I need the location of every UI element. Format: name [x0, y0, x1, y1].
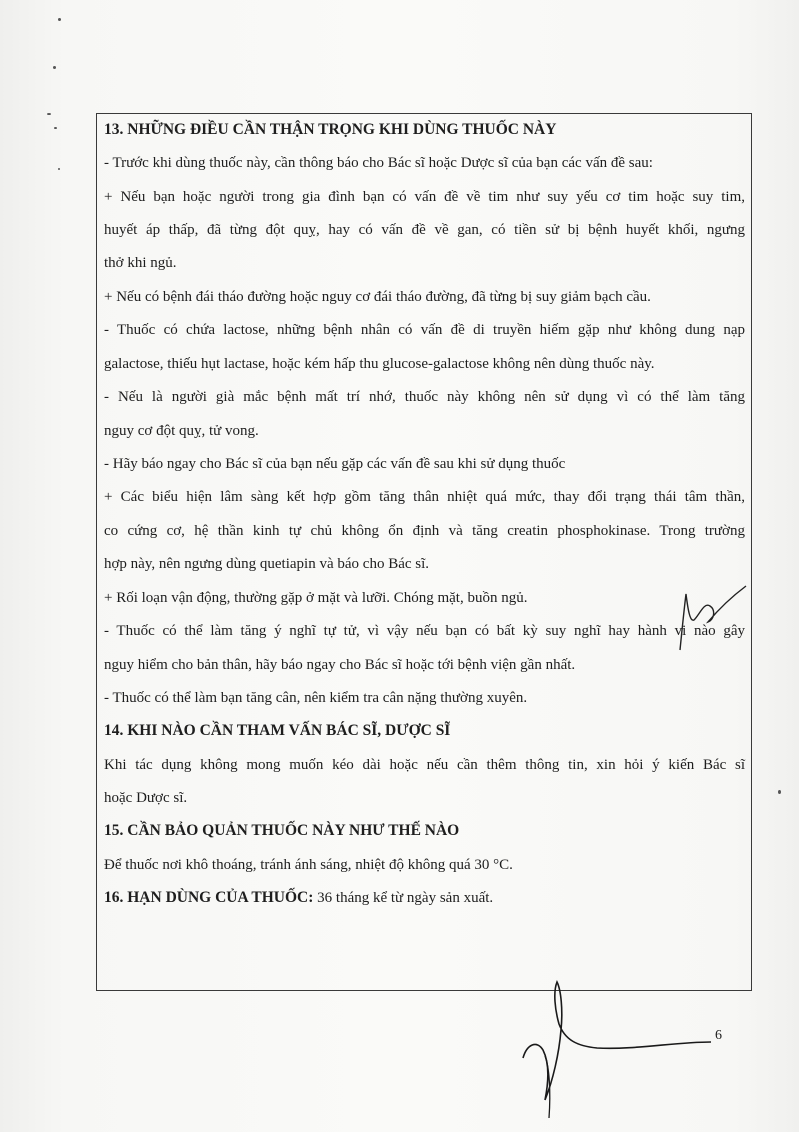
section-13-line: + Các biểu hiện lâm sàng kết hợp gồm tăng thân nhiệt quá mức, thay đổi trạng thái tâm thần,	[104, 489, 745, 505]
section-14-line: hoặc Dược sĩ.	[104, 790, 188, 806]
section-13-line: + Rối loạn vận động, thường gặp ở mặt và lưỡi. Chóng mặt, buồn ngủ.	[104, 590, 528, 606]
initials-mark	[668, 580, 758, 660]
section-13-line: - Hãy báo ngay cho Bác sĩ của bạn nếu gặp các vấn đề sau khi sử dụng thuốc	[104, 456, 566, 472]
section-13-line: co cứng cơ, hệ thần kinh tự chủ không ổn định và tăng creatin phosphokinase. Trong trường	[104, 523, 745, 539]
section-15-heading: 15. CẦN BẢO QUẢN THUỐC NÀY NHƯ THẾ NÀO	[104, 822, 460, 839]
section-13-line: + Nếu bạn hoặc người trong gia đình bạn có vấn đề về tim như suy yếu cơ tim hoặc suy tim,	[104, 189, 745, 205]
section-13-line: + Nếu có bệnh đái tháo đường hoặc nguy cơ đái tháo đường, đã từng bị suy giảm bạch cầu.	[104, 289, 651, 305]
page-number: 6	[715, 1028, 722, 1043]
section-13-line: - Trước khi dùng thuốc này, cần thông báo cho Bác sĩ hoặc Dược sĩ của bạn các vấn đề sau:	[104, 155, 653, 171]
scan-speck	[47, 113, 51, 115]
section-13-line: - Thuốc có thể làm tăng ý nghĩ tự tử, vì vậy nếu bạn có bất kỳ suy nghĩ hay hành vi nào gây	[104, 623, 745, 639]
section-13-line: thở khi ngủ.	[104, 255, 177, 271]
scan-speck	[53, 66, 56, 69]
section-13-line: hợp này, nên ngưng dùng quetiapin và báo cho Bác sĩ.	[104, 556, 430, 572]
section-13-heading: 13. NHỮNG ĐIỀU CẦN THẬN TRỌNG KHI DÙNG THUỐC NÀY	[104, 121, 557, 138]
scan-speck	[54, 127, 57, 129]
section-13-line: - Thuốc có chứa lactose, những bệnh nhân có vấn đề di truyền hiếm gặp như không dung nạp	[104, 322, 745, 338]
section-14-heading: 14. KHI NÀO CẦN THAM VẤN BÁC SĨ, DƯỢC SĨ	[104, 722, 451, 739]
section-13-line: galactose, thiếu hụt lactase, hoặc kém hấp thu glucose-galactose không nên dùng thuốc này.	[104, 356, 655, 372]
scan-speck	[58, 168, 60, 170]
signature	[515, 970, 725, 1130]
section-16-heading: 16. HẠN DÙNG CỦA THUỐC:	[104, 889, 314, 906]
scan-speck	[58, 18, 61, 21]
section-13-line: nguy hiểm cho bản thân, hãy báo ngay cho Bác sĩ hoặc tới bệnh viện gần nhất.	[104, 657, 576, 673]
section-13-line: - Thuốc có thể làm bạn tăng cân, nên kiểm tra cân nặng thường xuyên.	[104, 690, 528, 706]
section-13-line: nguy cơ đột quỵ, tử vong.	[104, 423, 259, 439]
section-13-line: - Nếu là người già mắc bệnh mất trí nhớ, thuốc này không nên sử dụng vì có thể làm tăng	[104, 389, 745, 405]
section-16-text: 36 tháng kể từ ngày sản xuất.	[313, 890, 494, 906]
section-14-line: Khi tác dụng không mong muốn kéo dài hoặc nếu cần thêm thông tin, xin hỏi ý kiến Bác sĩ	[104, 757, 745, 773]
section-16-line	[104, 889, 493, 907]
scan-speck	[778, 790, 781, 794]
section-13-line: huyết áp thấp, đã từng đột quỵ, hay có vấn đề về gan, có tiền sử bị bệnh huyết khối, ngưng	[104, 222, 745, 238]
section-15-line: Để thuốc nơi khô thoáng, tránh ánh sáng, nhiệt độ không quá 30 °C.	[104, 857, 513, 873]
